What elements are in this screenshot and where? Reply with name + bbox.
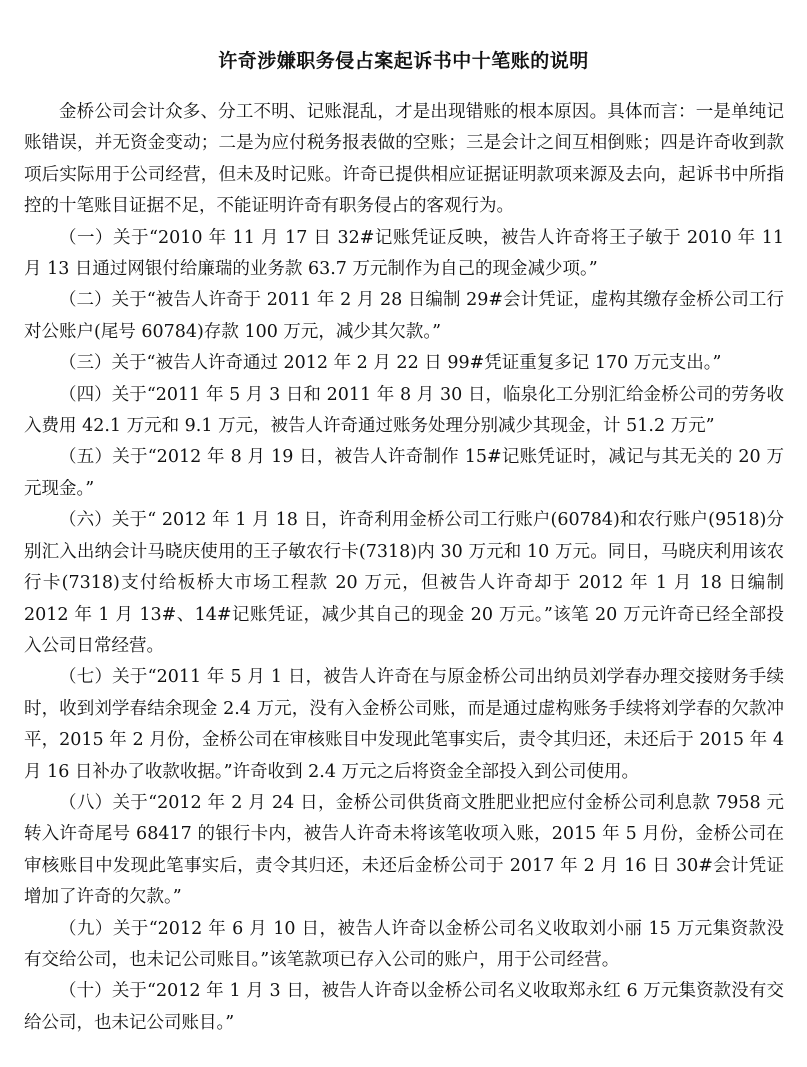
paragraph-item-6: （六）关于“ 2012 年 1 月 18 日，许奇利用金桥公司工行账户(60784)和农行账户(9518)分别汇入出纳会计马晓庆使用的王子敏农行卡(7318)内 30 万元和 10 万元。同日，马晓庆利用该农行卡(7318)支付给板桥大市场工程款 20 万元，但被告人许奇却于 2012 年 1 月 18 日编制 2012 年 1 月 13#、14#记账凭证，减少其自己的现金 20 万元。”该笔 20 万元许奇已经全部投入公司日常经营。	[24, 510, 784, 656]
paragraph-item-2: （二）关于“被告人许奇于 2011 年 2 月 28 日编制 29#会计凭证，虚构其缴存金桥公司工行对公账户(尾号 60784)存款 100 万元，减少其欠款。”	[24, 290, 784, 342]
document-title: 许奇涉嫌职务侵占案起诉书中十笔账的说明	[218, 50, 589, 72]
paragraph-item-10: （十）关于“2012 年 1 月 3 日，被告人许奇以金桥公司名义收取郑永红 6 万元集资款没有交给公司，也未记公司账目。”	[24, 981, 784, 1033]
paragraph-item-8: （八）关于“2012 年 2 月 24 日，金桥公司供货商文胜肥业把应付金桥公司利息款 7958 元转入许奇尾号 68417 的银行卡内，被告人许奇未将该笔收项入账，2015 年 5 月份，金桥公司在审核账目中发现此笔事实后，责令其归还，未还后金桥公司于 2017 年 2 月 16 日 30#会计凭证增加了许奇的欠款。”	[24, 792, 784, 908]
paragraph-intro: 金桥公司会计众多、分工不明、记账混乱，才是出现错账的根本原因。具体而言：一是单纯记账错误，并无资金变动；二是为应付税务报表做的空账；三是会计之间互相倒账；四是许奇收到款项后实际用于公司经营，但未及时记账。许奇已提供相应证据证明款项来源及去向，起诉书中所指控的十笔账目证据不足，不能证明许奇有职务侵占的客观行为。	[24, 102, 784, 217]
paragraph-item-3: （三）关于“被告人许奇通过 2012 年 2 月 22 日 99#凭证重复多记 170 万元支出。”	[59, 353, 722, 374]
paragraph-item-5: （五）关于“2012 年 8 月 19 日，被告人许奇制作 15#记账凭证时，减记与其无关的 20 万元现金。”	[24, 447, 784, 499]
paragraph-item-9: （九）关于“2012 年 6 月 10 日，被告人许奇以金桥公司名义收取刘小丽 15 万元集资款没有交给公司，也未记公司账目。”该笔款项已存入公司的账户，用于公司经营。	[24, 918, 784, 970]
document-body	[24, 97, 784, 1039]
paragraph-item-4: （四）关于“2011 年 5 月 3 日和 2011 年 8 月 30 日，临泉化工分别汇给金桥公司的劳务收入费用 42.1 万元和 9.1 万元，被告人许奇通过账务处理分别减少其现金，计 51.2 万元”	[24, 384, 784, 437]
paragraph-item-7: （七）关于“2011 年 5 月 1 日，被告人许奇在与原金桥公司出纳员刘学春办理交接财务手续时，收到刘学春结余现金 2.4 万元，没有入金桥公司账，而是通过虚构账务手续将刘学春的欠款冲平，2015 年 2 月份，金桥公司在审核账目中发现此笔事实后，责令其归还，未还后于 2015 年 4 月 16 日补办了收款收据。”许奇收到 2.4 万元之后将资金全部投入到公司使用。	[24, 667, 785, 782]
paragraph-item-1: （一）关于“2010 年 11 月 17 日 32#记账凭证反映，被告人许奇将王子敏于 2010 年 11 月 13 日通过网银付给廉瑞的业务款 63.7 万元制作为自己的现金减少项。”	[24, 227, 784, 280]
